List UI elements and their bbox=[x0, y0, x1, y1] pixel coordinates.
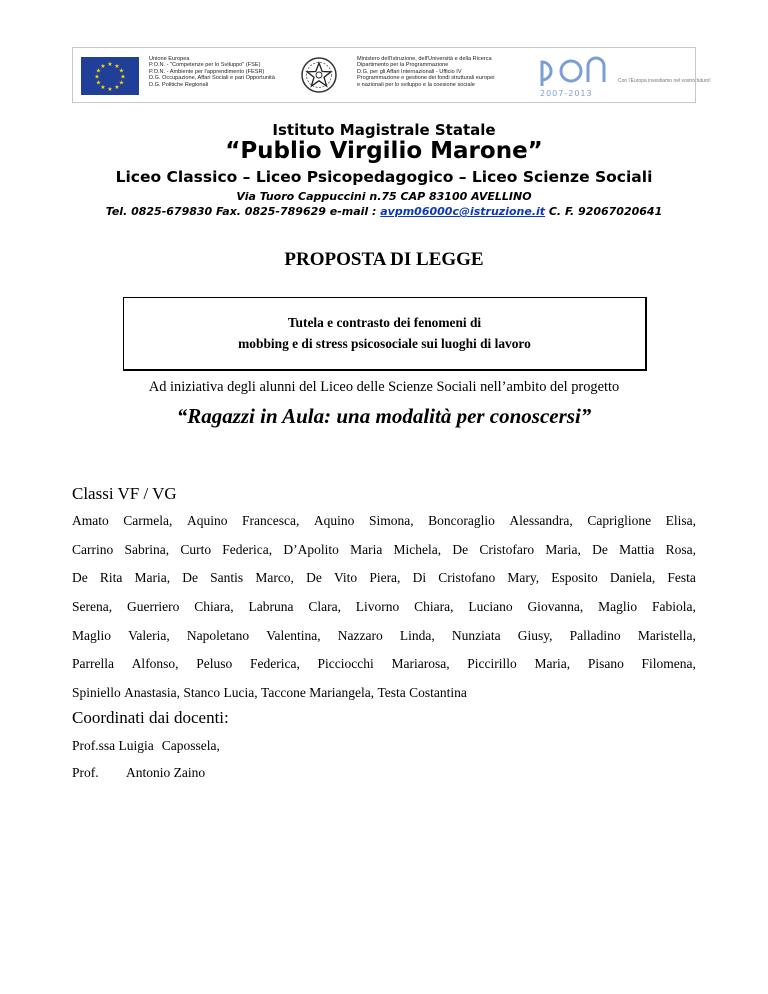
contacts-suffix: C. F. 92067020641 bbox=[545, 205, 663, 218]
student-word: Rosa, bbox=[665, 541, 696, 557]
law-subject-line: Tutela e contrasto dei fenomeni di bbox=[287, 315, 482, 330]
student-word: Nazzaro bbox=[337, 627, 383, 643]
svg-text:★: ★ bbox=[107, 61, 113, 68]
student-word: Luciano bbox=[468, 599, 513, 615]
student-word: Cristofano bbox=[438, 570, 496, 586]
student-word: Maria, bbox=[134, 570, 171, 586]
student-word: Valentina, bbox=[266, 627, 321, 643]
student-word: Maglio bbox=[72, 627, 111, 643]
student-line bbox=[72, 569, 696, 598]
teacher-title: Prof.ssa Luigia bbox=[72, 738, 154, 753]
student-word: Linda, bbox=[399, 627, 435, 643]
student-word: Fabiola, bbox=[651, 599, 696, 615]
eu-line: P.O.N. - "Competenze per lo Sviluppo" (FSE) bbox=[149, 62, 261, 69]
ministry-line: Ministero dell'Istruzione, dell'Università e della Ricerca bbox=[357, 56, 492, 62]
student-word: Curto bbox=[180, 541, 212, 557]
initiative-text: Ad iniziativa degli alunni del Liceo delle Scienze Sociali nell’ambito del progetto bbox=[148, 379, 620, 395]
student-word: Vito bbox=[333, 570, 358, 586]
student-word: D’Apolito bbox=[283, 541, 339, 557]
student-word: Federica, bbox=[249, 656, 300, 672]
student-word: Daniela, bbox=[609, 570, 656, 586]
student-word: Di bbox=[412, 570, 427, 586]
student-word: Guerriero bbox=[126, 599, 180, 615]
logo-banner bbox=[72, 47, 711, 103]
document-title: PROPOSTA DI LEGGE bbox=[284, 249, 484, 270]
svg-text:★: ★ bbox=[100, 84, 106, 91]
student-word: Labruna bbox=[248, 599, 294, 615]
student-word: Capriglione bbox=[587, 513, 652, 528]
italian-republic-emblem-icon bbox=[299, 54, 339, 96]
student-word: Amato bbox=[72, 513, 109, 528]
student-word: De bbox=[72, 570, 88, 586]
student-word: Aquino bbox=[186, 513, 228, 528]
student-word: Clara, bbox=[308, 599, 341, 615]
student-line bbox=[72, 541, 696, 570]
student-line bbox=[72, 598, 696, 627]
coordinators-heading: Coordinati dai docenti: bbox=[72, 708, 229, 727]
student-word: De bbox=[592, 541, 608, 557]
student-word: Michela, bbox=[393, 541, 442, 557]
svg-text:★: ★ bbox=[95, 67, 102, 75]
svg-text:★: ★ bbox=[100, 63, 106, 70]
student-word: Alfonso, bbox=[131, 656, 179, 672]
teacher-line bbox=[72, 765, 205, 781]
pon-years: 2007-2013 bbox=[540, 89, 593, 98]
student-word: Francesca, bbox=[242, 513, 300, 528]
svg-text:★: ★ bbox=[114, 63, 120, 70]
student-word: Pisano bbox=[587, 656, 624, 672]
eu-programme-text bbox=[149, 56, 314, 88]
school-address: Via Tuoro Cappuccini n.75 CAP 83100 AVELLINO bbox=[236, 190, 532, 203]
student-line bbox=[72, 627, 696, 656]
student-word: Serena, bbox=[72, 599, 113, 615]
student-word: Napoletano bbox=[186, 627, 250, 643]
student-word: Chiara, bbox=[414, 599, 454, 615]
svg-text:★: ★ bbox=[95, 79, 102, 87]
student-word: Cristofaro bbox=[479, 541, 535, 557]
student-word: Aquino bbox=[313, 513, 355, 528]
school-name: “Publio Virgilio Marone” bbox=[225, 138, 543, 164]
email-link[interactable]: avpm06000c@istruzione.it bbox=[380, 205, 546, 218]
student-word: Mariangela, bbox=[309, 685, 375, 701]
student-word: Costantina bbox=[409, 685, 467, 701]
student-word: Peluso bbox=[196, 656, 233, 672]
student-word: Stanco bbox=[183, 685, 221, 701]
project-title: “Ragazzi in Aula: una modalità per conoscersi” bbox=[176, 404, 592, 428]
student-word: Piera, bbox=[369, 570, 401, 586]
student-word: Anastasia, bbox=[124, 685, 181, 701]
svg-text:★: ★ bbox=[118, 79, 125, 87]
student-word: De bbox=[182, 570, 199, 586]
student-line bbox=[72, 512, 696, 541]
eu-line: D.G. Politiche Regionali bbox=[149, 81, 209, 88]
student-word: Alessandra, bbox=[509, 513, 573, 528]
teacher-title: Prof. bbox=[72, 765, 99, 780]
student-word: Santis bbox=[210, 570, 244, 586]
contacts-prefix: Tel. 0825-679830 Fax. 0825-789629 e-mail : bbox=[105, 205, 381, 218]
ministry-line: e nazionali per lo sviluppo e la coesione sociale bbox=[357, 81, 475, 88]
student-word: Mattia bbox=[619, 541, 655, 557]
svg-text:★: ★ bbox=[114, 84, 120, 91]
student-word: Filomena, bbox=[641, 656, 696, 672]
student-word: De bbox=[306, 570, 322, 586]
student-word: Rita bbox=[99, 570, 123, 586]
student-word: Maria, bbox=[545, 541, 581, 557]
student-line bbox=[72, 655, 696, 684]
student-word: Picciocchi bbox=[317, 656, 374, 672]
student-word: Giusy, bbox=[517, 627, 553, 643]
student-word: Maria bbox=[350, 541, 383, 557]
student-word: Parrella bbox=[72, 656, 114, 672]
student-word: Testa bbox=[377, 685, 406, 701]
student-word: Mary, bbox=[507, 570, 540, 586]
student-word: Boncoraglio bbox=[428, 513, 495, 528]
eu-flag-icon bbox=[81, 57, 139, 95]
student-word: Spiniello bbox=[72, 685, 121, 701]
ministry-line: Programmazione e gestione dei fondi strutturali europei bbox=[357, 75, 495, 82]
school-tracks: Liceo Classico – Liceo Psicopedagogico – Liceo Scienze Sociali bbox=[115, 168, 653, 186]
student-word: Sabrina, bbox=[124, 541, 170, 557]
student-word: Festa bbox=[667, 570, 696, 586]
student-word: Lucia, bbox=[223, 685, 258, 701]
student-word: Giovanna, bbox=[527, 599, 584, 615]
student-word: Maria, bbox=[534, 656, 571, 672]
eu-line: D.G. Occupazione, Affari Sociali e pari Opportunità bbox=[149, 75, 275, 82]
school-type: Istituto Magistrale Statale bbox=[272, 121, 496, 139]
student-word: Mariarosa, bbox=[391, 656, 450, 672]
student-word: Taccone bbox=[261, 685, 306, 701]
student-word: Esposito bbox=[551, 570, 598, 586]
ministry-text bbox=[357, 56, 547, 88]
student-word: Federica, bbox=[222, 541, 273, 557]
student-word: Maristella, bbox=[637, 627, 696, 643]
student-word: Chiara, bbox=[194, 599, 234, 615]
student-word: Carmela, bbox=[123, 513, 173, 528]
svg-text:★: ★ bbox=[118, 67, 125, 75]
teacher-line bbox=[72, 738, 220, 754]
law-subject-box bbox=[123, 297, 647, 371]
student-word: Livorno bbox=[355, 599, 400, 615]
teacher-name: Antonio Zaino bbox=[126, 765, 206, 780]
student-word: Simona, bbox=[368, 513, 414, 528]
student-word: Marco, bbox=[255, 570, 294, 586]
classes-heading: Classi VF / VG bbox=[72, 484, 177, 503]
pon-tagline: Con l'Europa investiamo nel vostro futuro! bbox=[618, 78, 711, 84]
ministry-line: D.G. per gli Affari Internazionali - Ufficio IV bbox=[357, 68, 462, 75]
svg-text:★: ★ bbox=[94, 73, 100, 81]
svg-text:★: ★ bbox=[107, 86, 113, 93]
student-word: Elisa, bbox=[665, 513, 696, 528]
student-word: Valeria, bbox=[128, 627, 170, 643]
student-word: Nunziata bbox=[451, 627, 501, 643]
law-subject-line: mobbing e di stress psicosociale sui luoghi di lavoro bbox=[238, 336, 531, 351]
student-word: Maglio bbox=[598, 599, 638, 615]
svg-text:★: ★ bbox=[120, 73, 126, 81]
student-word: Palladino bbox=[569, 627, 621, 643]
student-word: Carrino bbox=[72, 541, 114, 557]
teacher-name: Capossela, bbox=[161, 738, 220, 753]
eu-line: Unione Europea bbox=[149, 56, 190, 62]
student-word: De bbox=[452, 541, 469, 557]
student-word: Piccirillo bbox=[467, 656, 517, 672]
school-contacts bbox=[0, 205, 768, 218]
ministry-line: Dipartimento per la Programmazione bbox=[357, 62, 449, 69]
pon-logo-icon bbox=[536, 52, 614, 98]
student-list bbox=[72, 512, 696, 713]
eu-line: P.O.N. - Ambiente per l'apprendimento (FESR) bbox=[149, 68, 265, 75]
